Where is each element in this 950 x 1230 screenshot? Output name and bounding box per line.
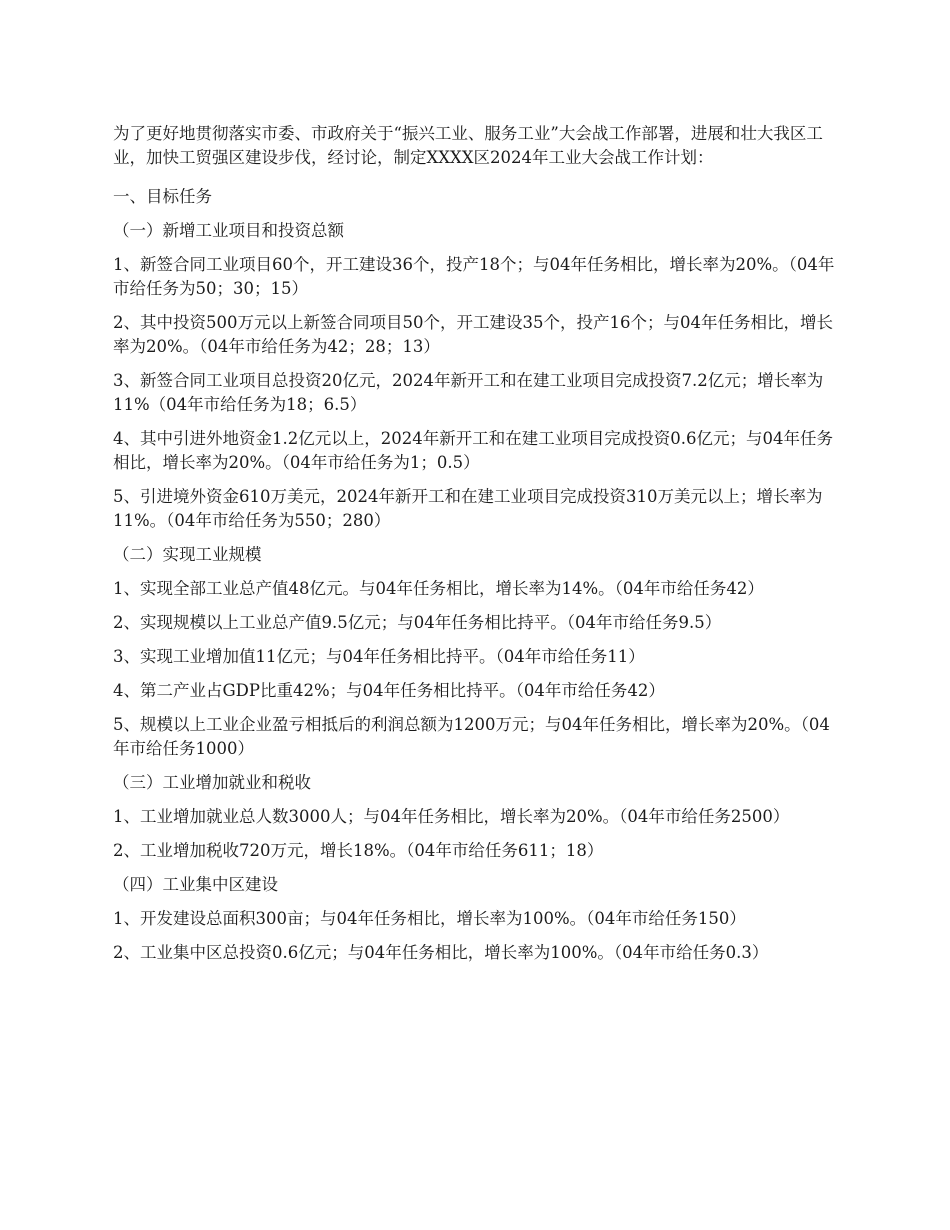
subsection-heading: （一）新增工业项目和投资总额 — [113, 221, 344, 240]
list-item: 1、新签合同工业项目60个，开工建设36个，投产18个；与04年任务相比，增长率为20%。（04年市给任务为50；30；15） — [113, 255, 835, 298]
intro-paragraph: 为了更好地贯彻落实市委、市政府关于“振兴工业、服务工业”大会战工作部署，进展和壮大我区工业，加快工贸强区建设步伐，经讨论，制定XXXX区2024年工业大会战工作计划： — [113, 124, 823, 167]
subsection-heading: （三）工业增加就业和税收 — [113, 773, 311, 792]
list-item: 3、新签合同工业项目总投资20亿元，2024年新开工和在建工业项目完成投资7.2亿元；增长率为11%（04年市给任务为18；6.5） — [113, 371, 824, 414]
list-item: 1、开发建设总面积300亩；与04年任务相比，增长率为100%。（04年市给任务150） — [113, 909, 746, 928]
subsection-heading: （四）工业集中区建设 — [113, 875, 278, 894]
list-item: 1、工业增加就业总人数3000人；与04年任务相比，增长率为20%。（04年市给任务2500） — [113, 807, 790, 826]
subsection-heading: （二）实现工业规模 — [113, 545, 262, 564]
list-item: 5、规模以上工业企业盈亏相抵后的利润总额为1200万元；与04年任务相比，增长率为20%。（04年市给任务1000） — [113, 715, 830, 758]
list-item: 4、第二产业占GDP比重42%；与04年任务相比持平。（04年市给任务42） — [113, 681, 665, 700]
list-item: 5、引进境外资金610万美元，2024年新开工和在建工业项目完成投资310万美元以上；增长率为11%。（04年市给任务为550；280） — [113, 487, 823, 530]
list-item: 2、工业集中区总投资0.6亿元；与04年任务相比，增长率为100%。（04年市给任务0.3） — [113, 943, 769, 962]
list-item: 4、其中引进外地资金1.2亿元以上，2024年新开工和在建工业项目完成投资0.6亿元；与04年任务相比，增长率为20%。（04年市给任务为1；0.5） — [113, 429, 833, 472]
list-item: 2、实现规模以上工业总产值9.5亿元；与04年任务相比持平。（04年市给任务9.5） — [113, 613, 722, 632]
list-item: 2、其中投资500万元以上新签合同项目50个，开工建设35个，投产16个；与04年任务相比，增长率为20%。（04年市给任务为42；28；13） — [113, 313, 833, 356]
list-item: 2、工业增加税收720万元，增长18%。（04年市给任务611；18） — [113, 841, 604, 860]
list-item: 3、实现工业增加值11亿元；与04年任务相比持平。（04年市给任务11） — [113, 647, 645, 666]
section-heading: 一、目标任务 — [113, 187, 212, 206]
list-item: 1、实现全部工业总产值48亿元。与04年任务相比，增长率为14%。（04年市给任务42） — [113, 579, 764, 598]
